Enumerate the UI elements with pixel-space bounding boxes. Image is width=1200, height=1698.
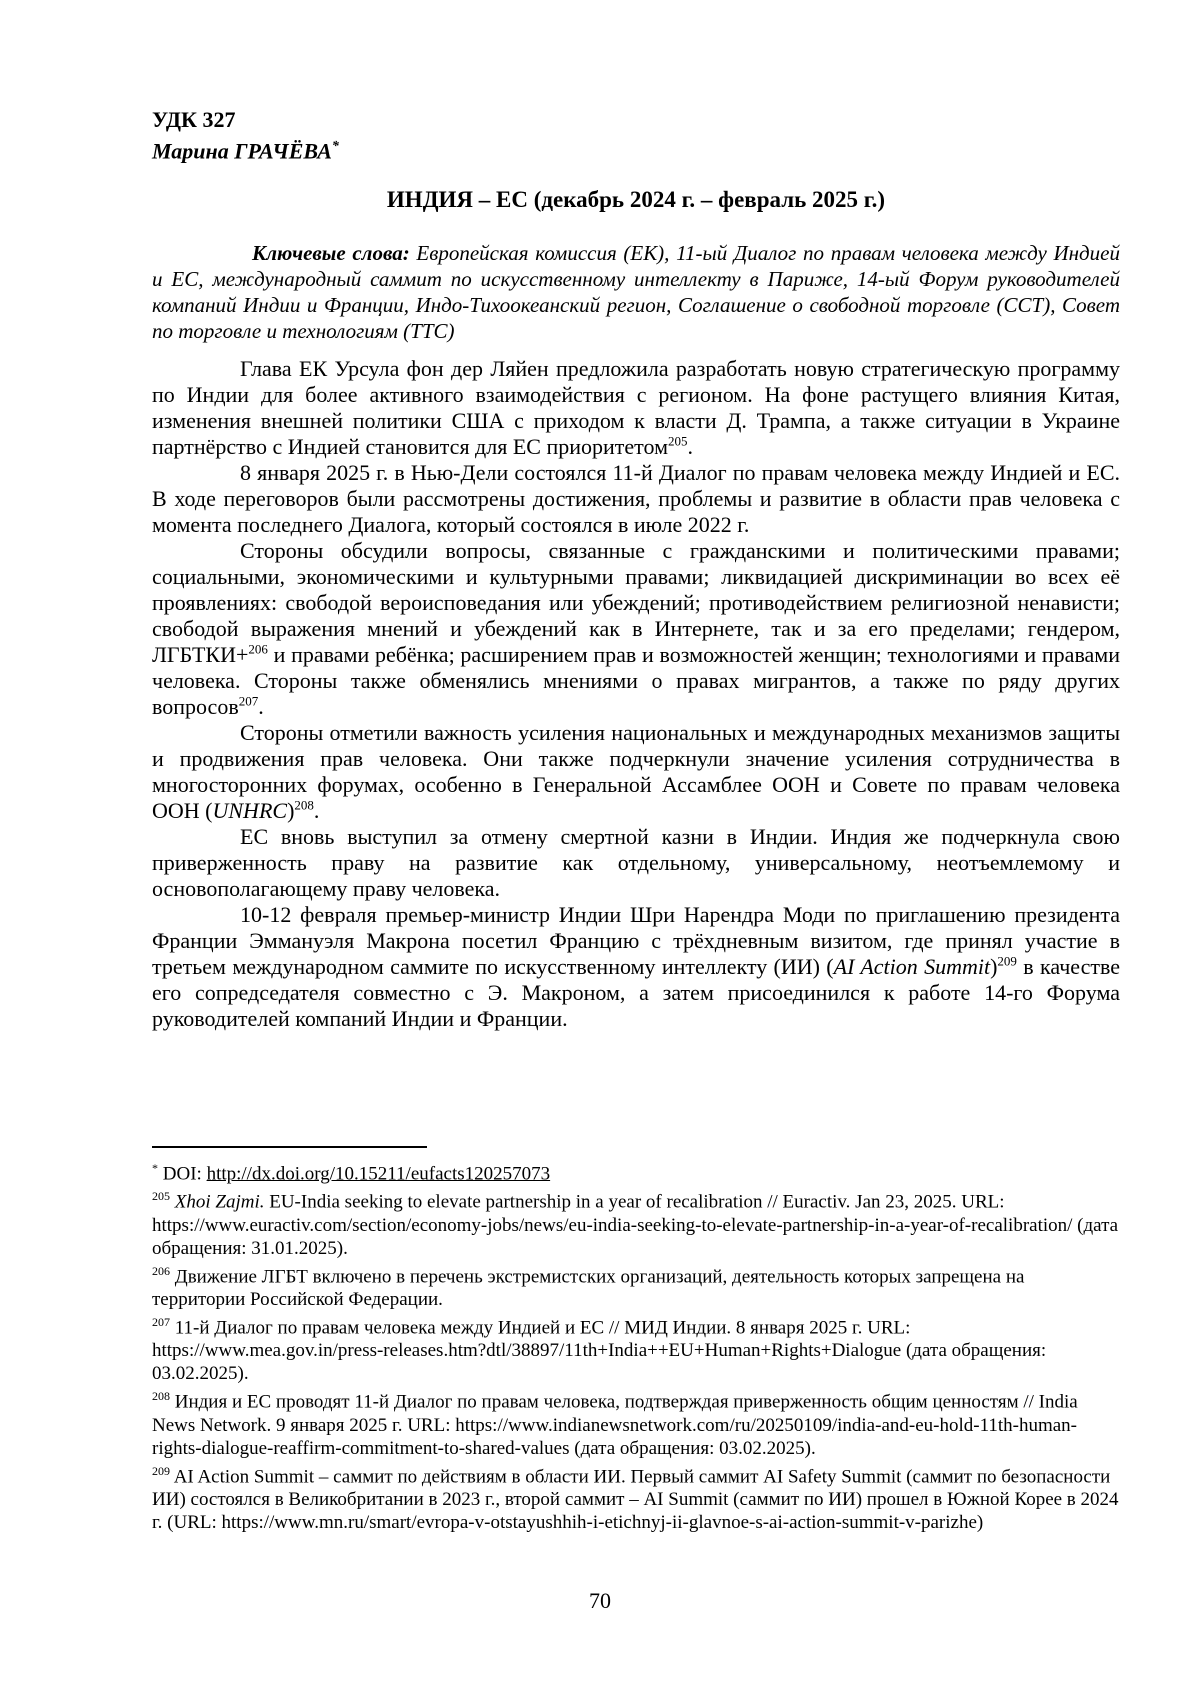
text-segment: . <box>313 798 320 824</box>
footnote-marker: 209 <box>152 1463 170 1478</box>
author-name: Марина ГРАЧЁВА <box>152 138 332 164</box>
footnote <box>152 1157 1120 1185</box>
footnote-marker: 207 <box>152 1314 170 1329</box>
text-segment: . <box>258 694 264 720</box>
footnote <box>152 1260 1120 1311</box>
text-segment: Индия и ЕС проводят 11-й Диалог по правам человека, подтверждая приверженность общим ценностям // India News Network. 9 января 2025 г. URL: https://www.indianewsnetwork.com/ru/20250109/india-and-eu-hold-11th-human-rights-dialogue-reaffirm-commitment-to-shared-values (дата обращения: 03.02.2025). <box>152 1391 1078 1459</box>
text-segment: Стороны отметили важность усиления национальных и международных механизмов защиты и продвижения прав человека. Они также подчеркнули значение усиления сотрудничества в многосторонних форумах, особенно в Генеральной Ассамблее ООН и Совете по правам человека ООН ( <box>152 720 1120 824</box>
footnote-marker: 206 <box>152 1263 170 1278</box>
udc-code: УДК 327 <box>152 107 236 132</box>
footnote-separator <box>152 1146 427 1148</box>
footnote-marker: 205 <box>152 1189 170 1204</box>
footnote-ref: 209 <box>997 954 1017 969</box>
body-paragraph <box>152 720 1120 824</box>
text-segment: ) <box>287 798 295 824</box>
text-segment: Стороны обсудили вопросы, связанные с гражданскими и политическими правами; социальными, экономическими и культурными правами; ликвидацией дискриминации во всех её проявлениях: свободой вероисповедания или убеждений; противодействием религиозной ненависти; свободой выражения мнений и убеждений как в Интернете, так и за его пределами; гендером, ЛГБТКИ+ <box>152 538 1120 668</box>
text-segment: Движение ЛГБТ включено в перечень экстремистских организаций, деятельность которых запрещена на территории Российской Федерации. <box>152 1265 1025 1310</box>
text-segment: ) <box>990 954 998 980</box>
article-body <box>152 356 1120 1032</box>
body-paragraph <box>152 824 1120 902</box>
text-segment: 8 января 2025 г. в Нью-Дели состоялся 11-й Диалог по правам человека между Индией и ЕС. В ходе переговоров были рассмотрены достижения, проблемы и развитие в области прав человека с момента последнего Диалога, который состоялся в июле 2022 г. <box>152 460 1120 538</box>
text-segment: AI Action Summit – саммит по действиям в области ИИ. Первый саммит AI Safety Summit (саммит по безопасности ИИ) состоялся в Великобритании в 2023 г., второй саммит – AI Summit (саммит по ИИ) прошел в Южной Корее в 2024 г. (URL: https://www.mn.ru/smart/evropa-v-otstayushhih-i-etichnyj-ii-glavnoe-s-ai-action-summit-v-parizhe) <box>152 1465 1119 1533</box>
keywords-text: Европейская комиссия (ЕК), 11-ый Диалог по правам человека между Индией и ЕС, международный саммит по искусственному интеллекту в Париже, 14-ый Форум руководителей компаний Индии и Франции, Индо-Тихоокеанский регион, Соглашение о свободной торговле (ССТ), Совет по торговле и технологиям (ТТС) <box>152 241 1120 344</box>
footnote-marker: 208 <box>152 1389 170 1404</box>
footnote-ref: 207 <box>238 694 259 709</box>
text-segment: . <box>687 434 693 460</box>
text-segment: 11-й Диалог по правам человека между Индией и ЕС // МИД Индии. 8 января 2025 г. URL: https://www.mea.gov.in/press-releases.htm?dtl/38897/11th+India++EU+Human+Rights+Dialogue (дата обращения: 03.02.2025). <box>152 1317 1047 1385</box>
article-title: ИНДИЯ – ЕС (декабрь 2024 г. – февраль 2025 г.) <box>386 187 886 213</box>
body-paragraph <box>152 356 1120 460</box>
text-segment: Xhoi Zajmi. <box>174 1191 265 1213</box>
footnote-marker: * <box>152 1161 158 1175</box>
text-segment: Глава ЕК Урсула фон дер Ляйен предложила разработать новую стратегическую программу по Индии для более активного взаимодействия с регионом. На фоне растущего влияния Китая, изменения внешней политики США с приходом к власти Д. Трампа, а также ситуации в Украине партнёрство с Индией становится для ЕС приоритетом <box>152 356 1120 460</box>
text-segment: 10-12 февраля премьер-министр Индии Шри Нарендра Моди по приглашению президента Франции Эммануэля Макрона посетил Францию с трёхдневным визитом, где принял участие в третьем международном саммите по искусственному интеллекту (ИИ) ( <box>152 902 1120 980</box>
page-number: 70 <box>589 1588 611 1613</box>
text-segment: и правами ребёнка; расширением прав и возможностей женщин; технологиями и правами человека. Стороны также обменялись мнениями о правах мигрантов, а также по ряду других вопросов <box>152 642 1120 720</box>
text-segment: AI Action Summit <box>833 954 991 980</box>
footnote <box>152 1460 1120 1534</box>
author-footnote-mark: * <box>331 139 339 154</box>
footnote-ref: 205 <box>668 434 688 449</box>
text-segment: ЕС вновь выступил за отмену смертной казни в Индии. Индия же подчеркнула свою приверженность праву на развитие как отдельному, универсальному, неотъемлемому и основополагающему праву человека. <box>152 824 1120 902</box>
footnote <box>152 1185 1120 1259</box>
text-segment: DOI: <box>162 1163 207 1185</box>
footnote <box>152 1385 1120 1459</box>
page-content <box>152 106 1120 1032</box>
text-segment: в качестве его сопредседателя совместно с Э. Макроном, а затем присоединился к работе 14-го Форума руководителей компаний Индии и Франции. <box>152 954 1121 1032</box>
footnote-ref: 206 <box>248 642 268 657</box>
footnote-list <box>152 1157 1120 1534</box>
body-paragraph <box>152 460 1120 538</box>
keywords-paragraph <box>152 240 1120 344</box>
text-segment: EU-India seeking to elevate partnership in a year of recalibration // Euractiv. Jan 23, 2025. URL: https://www.euractiv.com/section/economy-jobs/news/eu-india-seeking-to-elevate-partnership-in-a-year-of-recalibration/ (дата обращения: 31.01.2025). <box>152 1191 1119 1259</box>
footnotes-section <box>152 1146 1120 1534</box>
body-paragraph <box>152 902 1120 1032</box>
footnote <box>152 1311 1120 1385</box>
author-line <box>152 133 1120 164</box>
text-segment: UNHRC <box>212 798 288 824</box>
keywords-label: Ключевые слова: <box>252 241 410 266</box>
body-paragraph <box>152 538 1120 720</box>
url-link[interactable]: http://dx.doi.org/10.15211/eufacts120257073 <box>206 1163 551 1185</box>
footnote-ref: 208 <box>294 798 314 813</box>
